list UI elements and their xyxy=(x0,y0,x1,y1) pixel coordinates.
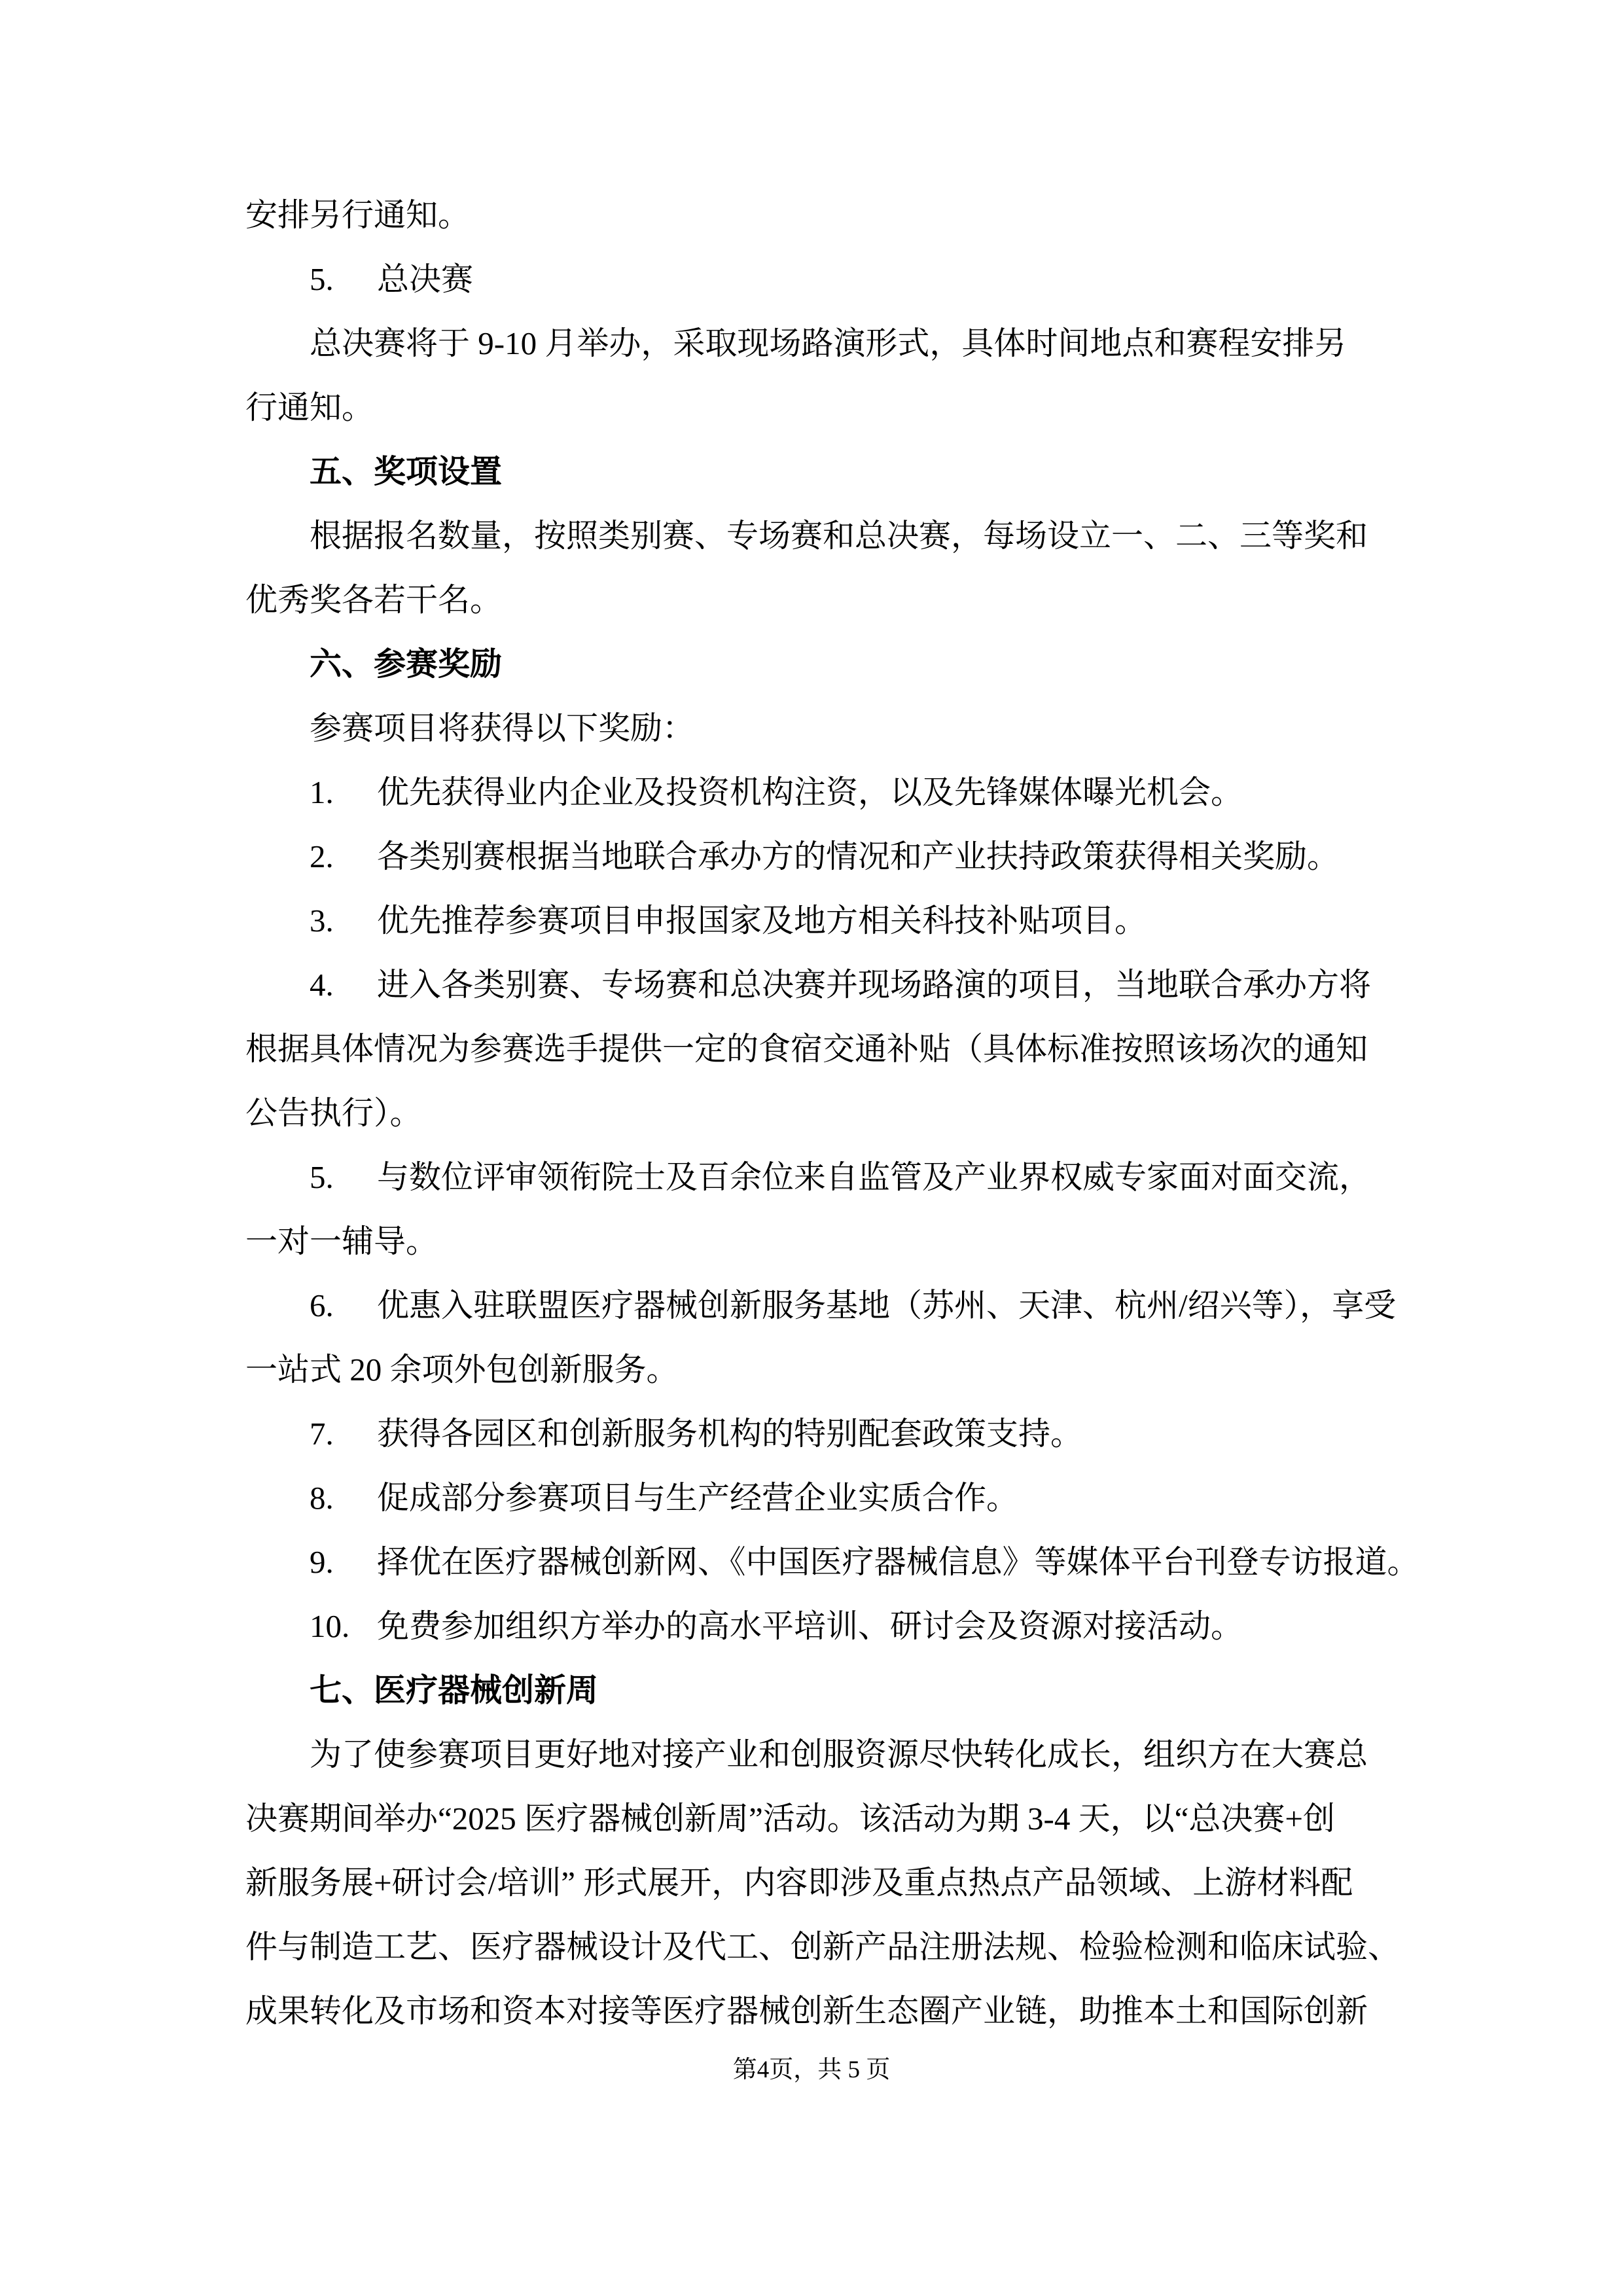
line-text: 免费参加组织方举办的高水平培训、研讨会及资源对接活动。 xyxy=(377,1608,1243,1644)
line-text: 优先推荐参赛项目申报国家及地方相关科技补贴项目。 xyxy=(377,903,1147,939)
line-text: 获得各园区和创新服务机构的特别配套政策支持。 xyxy=(377,1416,1083,1452)
list-number: 5. xyxy=(310,261,334,297)
list-number: 10. xyxy=(310,1608,350,1644)
line-text: 总决赛 xyxy=(377,261,474,297)
line-text: 促成部分参赛项目与生产经营企业实质合作。 xyxy=(377,1480,1019,1516)
list-item xyxy=(245,1274,1397,1338)
list-number: 1. xyxy=(310,774,334,810)
paragraph-line: 一对一辅导。 xyxy=(245,1223,438,1259)
paragraph-line: 为了使参赛项目更好地对接产业和创服资源尽快转化成长，组织方在大赛总 xyxy=(310,1736,1368,1772)
line-text: 优惠入驻联盟医疗器械创新服务基地（苏州、天津、杭州/绍兴等），享受 xyxy=(377,1287,1397,1323)
list-number: 9. xyxy=(310,1544,334,1580)
section-heading: 七、医疗器械创新周 xyxy=(310,1673,599,1708)
list-item xyxy=(245,889,1384,953)
list-number: 7. xyxy=(310,1416,334,1452)
line-text: 优先获得业内企业及投资机构注资，以及先锋媒体曝光机会。 xyxy=(377,774,1243,810)
paragraph-line: 行通知。 xyxy=(245,389,374,425)
line-text: 择优在医疗器械创新网、《中国医疗器械信息》等媒体平台刊登专访报道。 xyxy=(377,1544,1419,1580)
page-footer: 第4页，共 5 页 xyxy=(732,2056,891,2083)
list-item xyxy=(245,247,1384,312)
paragraph-line: 根据报名数量，按照类别赛、专场赛和总决赛，每场设立一、二、三等奖和 xyxy=(310,518,1368,554)
paragraph-line: 总决赛将于 9-10 月举办，采取现场路演形式，具体时间地点和赛程安排另 xyxy=(310,325,1347,361)
paragraph-line: 新服务展+研讨会/培训” 形式展开，内容即涉及重点热点产品领域、上游材料配 xyxy=(245,1865,1353,1901)
section-heading: 六、参赛奖励 xyxy=(310,647,503,682)
line-text: 与数位评审领衔院士及百余位来自监管及产业界权威专家面对面交流， xyxy=(377,1159,1372,1195)
list-item xyxy=(245,1145,1384,1210)
list-item xyxy=(245,1594,1384,1659)
paragraph-line: 根据具体情况为参赛选手提供一定的食宿交通补贴（具体标准按照该场次的通知 xyxy=(245,1031,1368,1067)
list-item xyxy=(245,953,1384,1017)
line-text: 进入各类别赛、专场赛和总决赛并现场路演的项目，当地联合承办方将 xyxy=(377,967,1372,1003)
list-item xyxy=(245,1530,1419,1594)
list-number: 3. xyxy=(310,903,334,939)
list-number: 4. xyxy=(310,967,334,1003)
document-body xyxy=(245,183,1419,2043)
list-item xyxy=(245,825,1384,889)
line-text: 各类别赛根据当地联合承办方的情况和产业扶持政策获得相关奖励。 xyxy=(377,838,1340,874)
list-number: 5. xyxy=(310,1159,334,1195)
list-number: 8. xyxy=(310,1480,334,1516)
paragraph-line: 成果转化及市场和资本对接等医疗器械创新生态圈产业链，助推本土和国际创新 xyxy=(245,1993,1368,2029)
list-number: 2. xyxy=(310,838,334,874)
paragraph-line: 决赛期间举办“2025 医疗器械创新周”活动。该活动为期 3-4 天，以“总决赛+创 xyxy=(245,1801,1335,1837)
paragraph-line: 一站式 20 余项外包创新服务。 xyxy=(245,1352,679,1388)
list-item xyxy=(245,761,1384,825)
list-item xyxy=(245,1402,1384,1466)
list-number: 6. xyxy=(310,1287,334,1323)
paragraph-line: 参赛项目将获得以下奖励： xyxy=(310,710,695,746)
paragraph-line: 公告执行）。 xyxy=(245,1095,422,1131)
list-item xyxy=(245,1466,1384,1530)
section-heading: 五、奖项设置 xyxy=(310,454,503,490)
paragraph-line: 件与制造工艺、医疗器械设计及代工、创新产品注册法规、检验检测和临床试验、 xyxy=(245,1929,1400,1965)
paragraph-line: 安排另行通知。 xyxy=(245,197,471,233)
paragraph-line: 优秀奖各若干名。 xyxy=(245,582,503,618)
